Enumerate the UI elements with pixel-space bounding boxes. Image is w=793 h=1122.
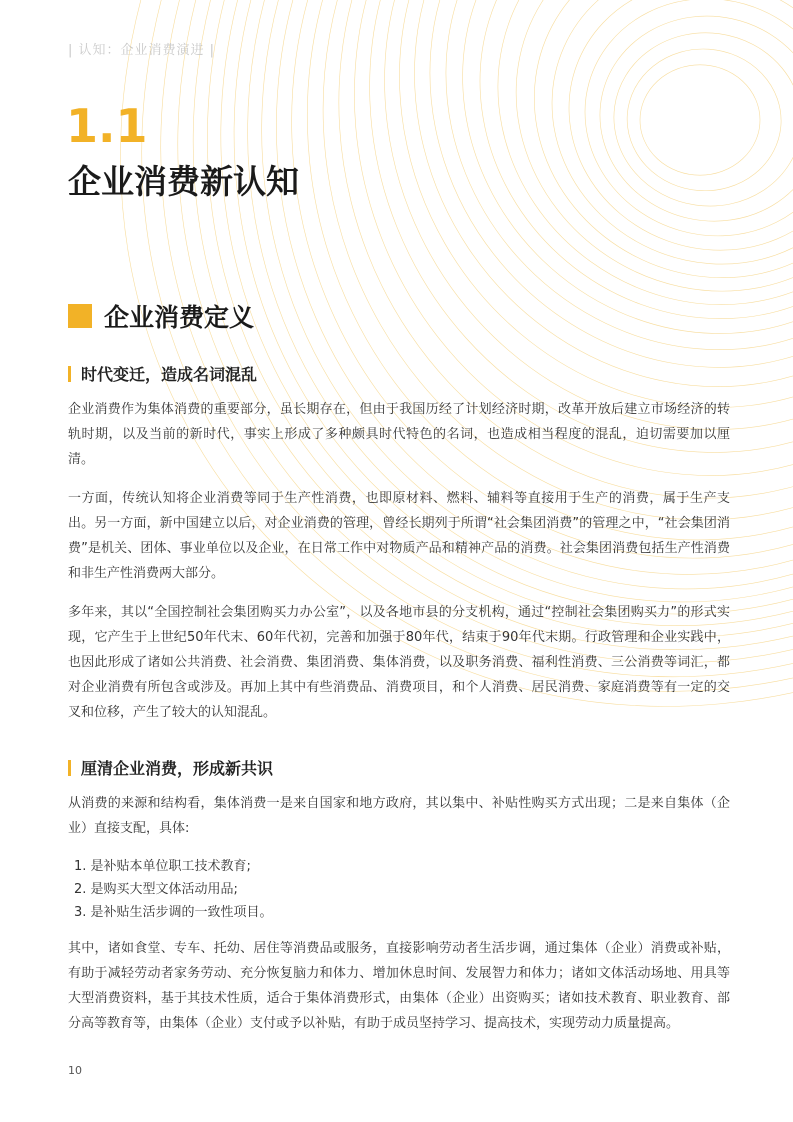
paragraph: 一方面，传统认知将企业消费等同于生产性消费，也即原材料、燃料、辅料等直接用于生产的消费，属于生产支出。另一方面，新中国建立以后，对企业消费的管理，曾经长期列于所谓“社会集团消费”的管理之中，“社会集团消费”是机关、团体、事业单位以及企业，在日常工作中对物质产品和精神产品的消费。社会集团消费包括生产性消费和非生产性消费两大部分。 xyxy=(68,491,730,581)
chapter-title: 企业消费新认知 xyxy=(68,162,299,201)
list-item: 1. 是补贴本单位职工技术教育; xyxy=(74,859,251,874)
decorative-curve xyxy=(531,0,793,290)
section-marker-square xyxy=(68,304,92,328)
subsection-heading-2 xyxy=(68,756,273,779)
chapter-number: 1.1 xyxy=(66,99,148,153)
decorative-curve xyxy=(446,0,793,363)
decorative-curve xyxy=(557,0,793,266)
list-item: 3. 是补贴生活步调的一致性项目。 xyxy=(74,905,273,920)
decorative-curve xyxy=(418,0,793,386)
subsection-body-1 xyxy=(68,397,730,739)
subsection-title: 时代变迁，造成名词混乱 xyxy=(81,365,258,384)
subsection-marker-bar xyxy=(68,760,71,776)
page-number: 10 xyxy=(68,1064,82,1077)
paragraph: 多年来，其以“全国控制社会集团购买力办公室”，以及各地市县的分支机构，通过“控制社会集团购买力”的形式实现，它产生于上世纪50年代末、60年代初，完善和加强于80年代，结束于90年代末期。行政管理和企业实践中，也因此形成了诸如公共消费、社会消费、集团消费、集体消费，以及职务消费、福利性消费、三公消费等词汇，都对企业消费有所包含或涉及。再加上其中有些消费品、消费项目，和个人消费、居民消费、家庭消费等有一定的交叉和位移，产生了较大的认知混乱。 xyxy=(68,605,730,720)
decorative-curve xyxy=(640,65,760,175)
paragraph: 其中，诸如食堂、专车、托幼、居住等消费品或服务，直接影响劳动者生活步调，通过集体（企业）消费或补贴，有助于减轻劳动者家务劳动、充分恢复脑力和体力、增加休息时间、发展智力和体力；诸如文体活动场地、用具等大型消费资料，基于其技术性质，适合于集体消费形式，由集体（企业）出资购买；诸如技术教育、职业教育、部分高等教育等，由集体（企业）支付或予以补贴，有助于成员坚持学习、提高技术，实现劳动力质量提高。 xyxy=(68,941,730,1031)
section-title: 企业消费定义 xyxy=(104,303,255,332)
subsection-marker-bar xyxy=(68,366,71,382)
running-header: | 认知：企业消费演进 | xyxy=(68,43,216,58)
decorative-curve xyxy=(390,0,793,409)
decorative-curve xyxy=(622,44,786,196)
decorative-curve xyxy=(603,21,793,218)
decorative-curve xyxy=(365,0,793,432)
section-heading xyxy=(68,298,254,334)
decorative-curve xyxy=(475,0,793,339)
paragraph: 企业消费作为集体消费的重要部分，虽长期存在，但由于我国历经了计划经济时期，改革开放后建立市场经济的转轨时期，以及当前的新时代，事实上形成了多种颇具时代特色的名词，也造成相当程度的混乱，迫切需要加以厘清。 xyxy=(68,402,730,467)
subsection-body-2 xyxy=(68,791,730,1050)
subsection-heading-1 xyxy=(68,362,257,385)
decorative-curve xyxy=(581,0,793,242)
numbered-list xyxy=(68,855,730,924)
paragraph: 从消费的来源和结构看，集体消费一是来自国家和地方政府，其以集中、补贴性购买方式出现；二是来自集体（企业）直接支配，具体: xyxy=(68,796,730,836)
subsection-title: 厘清企业消费，形成新共识 xyxy=(81,759,274,778)
decorative-curve xyxy=(503,0,793,315)
list-item: 2. 是购买大型文体活动用品; xyxy=(74,882,238,897)
decorative-curve xyxy=(341,0,793,454)
